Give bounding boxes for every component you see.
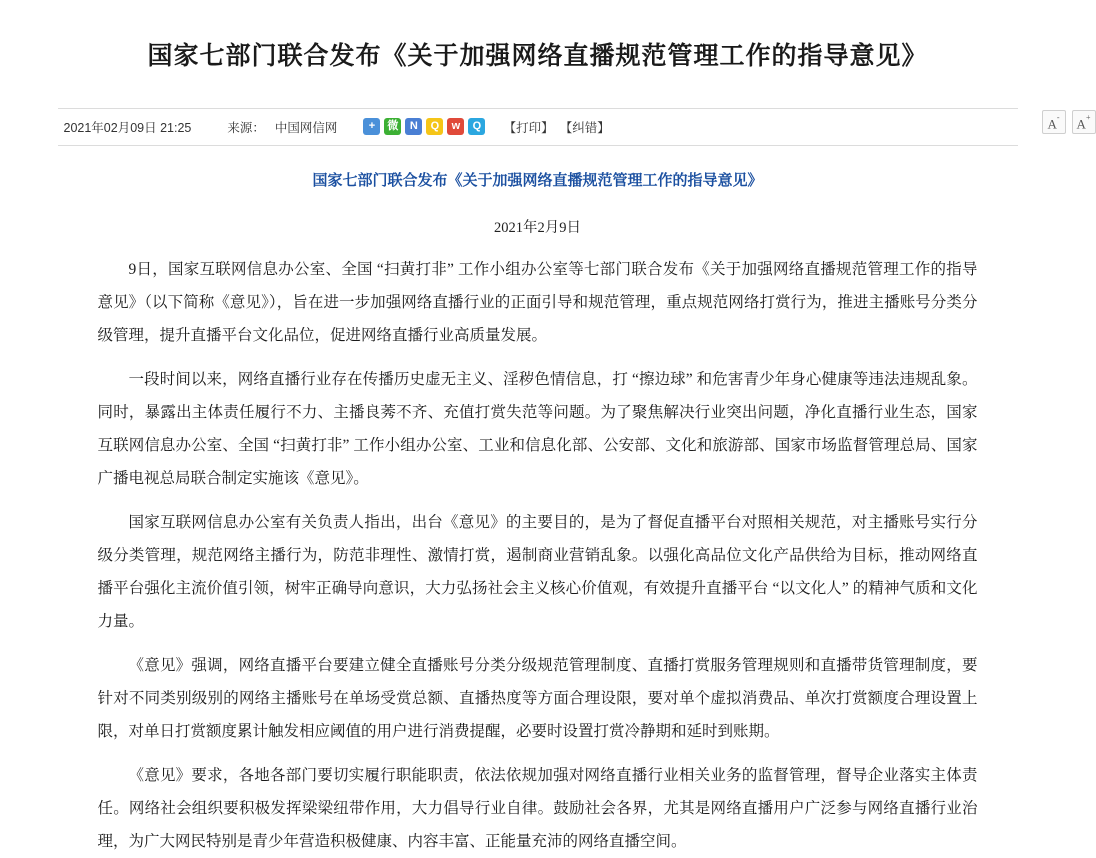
note-icon[interactable]: N xyxy=(405,118,422,135)
paragraph: 《意见》要求，各地各部门要切实履行职能职责，依法依规加强对网络直播行业相关业务的监督管理，督导企业落实主体责任。网络社会组织要积极发挥梁梁纽带作用，大力倡导行业自律。鼓励社会各界，尤其是网络直播用户广泛参与网络直播行业治理，为广大网民特别是青少年营造积极健康、内容丰富、正能量充沛的网络直播空间。 xyxy=(97,766,978,850)
source-label: 来源： xyxy=(227,120,265,135)
meta-actions xyxy=(504,118,610,136)
source-name: 中国网信网 xyxy=(274,120,338,135)
paragraph: 一段时间以来，网络直播行业存在传播历史虚无主义、淫秽色情信息，打 “擦边球” 和危害青少年身心健康等违法违规乱象。同时，暴露出主体责任履行不力、主播良莠不齐、充值打赏失范等问题。为了聚焦解决行业突出问题，净化直播行业生态，国家互联网信息办公室、全国 “扫黄打非” 工作小组办公室、工业和信息化部、公安部、文化和旅游部、国家市场监督管理总局、国家广播电视总局联合制定实施该《意见》。 xyxy=(97,370,978,487)
article-container xyxy=(58,0,1091,858)
share-plus-icon[interactable]: + xyxy=(363,118,380,135)
meta-left-group xyxy=(58,118,486,136)
document-date: 2021年2月9日 xyxy=(494,219,581,236)
font-decrease-button[interactable] xyxy=(1042,110,1066,134)
correction-button[interactable]: 【纠错】 xyxy=(559,120,610,135)
font-decrease-sup: - xyxy=(1056,112,1060,122)
font-decrease-label: A xyxy=(1047,115,1057,131)
page-title: 国家七部门联合发布《关于加强网络直播规范管理工作的指导意见》 xyxy=(147,42,928,70)
qzone-icon[interactable]: Q xyxy=(426,118,443,135)
paragraph: 《意见》强调，网络直播平台要建立健全直播账号分类分级规范管理制度、直播打赏服务管理规则和直播带货管理制度，要针对不同类别级别的网络主播账号在单场受赏总额、直播热度等方面合理设限，要对单个虚拟消费品、单次打赏额度合理设置上限，对单日打赏额度累计触发相应阈值的用户进行消费提醒，必要时设置打赏冷静期和延时到账期。 xyxy=(97,656,978,740)
document-title: 国家七部门联合发布《关于加强网络直播规范管理工作的指导意见》 xyxy=(312,172,763,189)
weibo-icon[interactable]: w xyxy=(447,118,464,135)
publish-date: 2021年02月09日 21:25 xyxy=(63,120,192,135)
article-meta-bar xyxy=(58,108,1091,146)
paragraph: 国家互联网信息办公室有关负责人指出，出台《意见》的主要目的，是为了督促直播平台对照相关规范，对主播账号实行分级分类管理，规范网络主播行为，防范非理性、激情打赏，遏制商业营销乱象。以强化高品位文化产品供给为目标，推动网络直播平台强化主流价值引领，树牢正确导向意识，大力弘扬社会主义核心价值观，有效提升直播平台 “以文化人” 的精神气质和文化力量。 xyxy=(97,513,978,630)
font-increase-button[interactable] xyxy=(1072,110,1096,134)
qq-icon[interactable]: Q xyxy=(468,118,485,135)
paragraph: 9日，国家互联网信息办公室、全国 “扫黄打非” 工作小组办公室等七部门联合发布《关于加强网络直播规范管理工作的指导意见》（以下简称《意见》），旨在进一步加强网络直播行业的正面引导和规范管理，重点规范网络打赏行为，推进主播账号分类分级管理，提升直播平台文化品位，促进网络直播行业高质量发展。 xyxy=(97,260,978,344)
font-increase-sup: + xyxy=(1085,112,1091,122)
wechat-icon[interactable]: 微 xyxy=(384,118,401,135)
font-size-controls xyxy=(1042,110,1096,134)
article-body xyxy=(98,146,978,858)
font-increase-label: A xyxy=(1076,115,1086,131)
print-button[interactable]: 【打印】 xyxy=(503,120,554,135)
share-icon-group xyxy=(363,118,485,135)
